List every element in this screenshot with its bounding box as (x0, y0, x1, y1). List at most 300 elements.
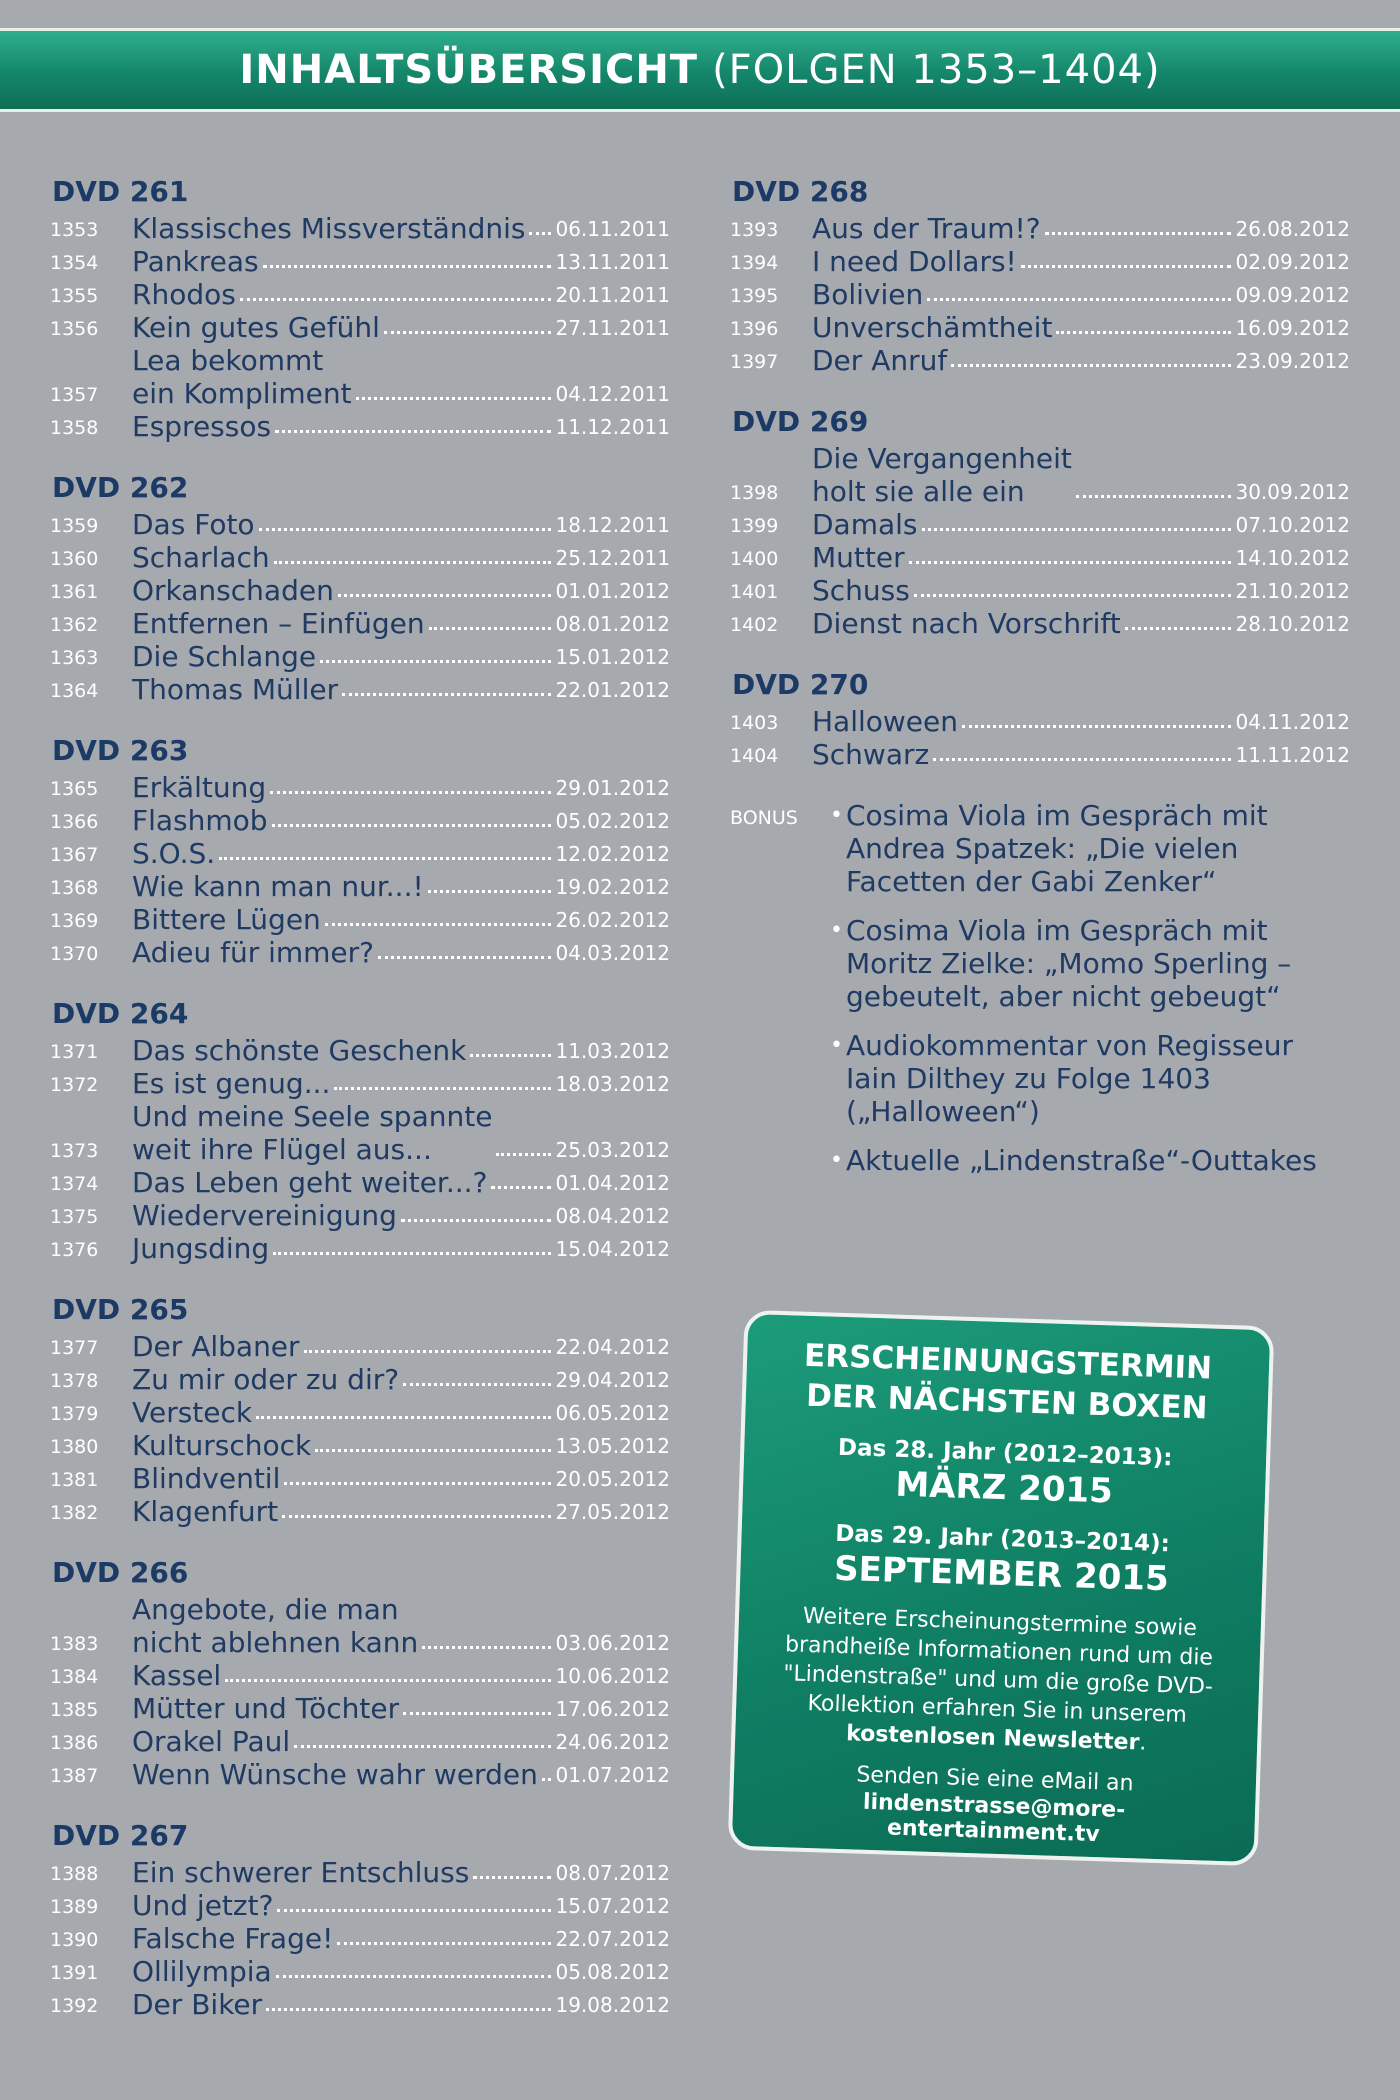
episode-title-wrap (812, 311, 1235, 344)
episode-number: 1360 (50, 548, 99, 570)
episode-title-wrap (812, 212, 1235, 245)
box-heading: ERSCHEINUNGSTERMIN DER NÄCHSTEN BOXEN (803, 1337, 1213, 1427)
episode-title-wrap (132, 936, 555, 969)
episode-title: I need Dollars! (812, 245, 1017, 278)
episode-row (50, 1166, 670, 1199)
bonus-item (830, 914, 1350, 1013)
episode-date: 01.04.2012 (555, 1171, 670, 1195)
episode-number: 1376 (50, 1239, 99, 1261)
episode-row (50, 1988, 670, 2021)
dvd-group (730, 175, 1350, 377)
episode-date: 17.06.2012 (555, 1697, 670, 1721)
episode-title: Scharlach (132, 541, 270, 574)
episode-date: 11.11.2012 (1235, 743, 1350, 767)
episode-date: 08.04.2012 (555, 1204, 670, 1228)
episode-title-wrap (812, 344, 1235, 377)
dot-leader (922, 528, 1232, 531)
episode-row (50, 771, 670, 804)
bonus-text: Audiokommentar von Regisseur Iain Dilthey zu Folge 1403 („Halloween“) (846, 1029, 1293, 1128)
dot-leader (1045, 232, 1232, 235)
episode-date: 19.02.2012 (555, 875, 670, 899)
episode-title-wrap (812, 738, 1235, 771)
episode-number: 1396 (730, 318, 779, 340)
bonus-label: BONUS (730, 807, 798, 829)
dot-leader (356, 397, 552, 400)
episode-date: 22.01.2012 (555, 678, 670, 702)
episode-row (730, 541, 1350, 574)
episode-title-wrap (132, 1725, 555, 1758)
episode-date: 06.05.2012 (555, 1401, 670, 1425)
year28-date: MÄRZ 2015 (894, 1464, 1114, 1512)
episode-number: 1393 (730, 219, 779, 241)
bonus-text: Cosima Viola im Gespräch mit Moritz Zielke: „Momo Sperling – gebeutelt, aber nicht gebeugt“ (846, 914, 1292, 1013)
episode-title-wrap (132, 344, 555, 410)
episode-row (730, 344, 1350, 377)
episode-number: 1384 (50, 1666, 99, 1688)
episode-title: Adieu für immer? (132, 936, 375, 969)
episode-date: 29.01.2012 (555, 776, 670, 800)
dot-leader (473, 1876, 551, 1879)
episode-date: 18.03.2012 (555, 1072, 670, 1096)
header-subtitle: (FOLGEN 1353–1404) (712, 47, 1161, 93)
episode-title: Schwarz (812, 738, 930, 771)
episode-row (50, 1889, 670, 1922)
episode-number: 1401 (730, 581, 779, 603)
episode-title-wrap (132, 1034, 555, 1067)
episode-title: Mütter und Töchter (132, 1692, 400, 1725)
episode-row (50, 1462, 670, 1495)
episode-title-wrap (132, 607, 555, 640)
episode-row (50, 344, 670, 410)
episode-date: 15.01.2012 (555, 645, 670, 669)
bonus-item (830, 799, 1350, 898)
episode-date: 13.11.2011 (555, 250, 670, 274)
episode-row (50, 1100, 670, 1166)
episode-title: Zu mir oder zu dir? (132, 1363, 400, 1396)
episode-date: 23.09.2012 (1235, 349, 1350, 373)
bonus-section (730, 799, 1350, 1193)
episode-row (50, 311, 670, 344)
episode-title-wrap (132, 673, 555, 706)
episode-title: Jungsding (132, 1232, 270, 1265)
episode-number: 1357 (50, 384, 99, 406)
dot-leader (542, 1778, 552, 1781)
dvd-group (50, 734, 670, 969)
episode-date: 26.02.2012 (555, 908, 670, 932)
episode-number: 1398 (730, 482, 779, 504)
episode-row (50, 1067, 670, 1100)
episode-title: Orkanschaden (132, 574, 334, 607)
dot-leader (275, 430, 551, 433)
episode-row (50, 1659, 670, 1692)
episode-number: 1361 (50, 581, 99, 603)
dot-leader (1021, 265, 1232, 268)
episode-row (50, 1758, 670, 1791)
episode-title-wrap (132, 870, 555, 903)
episode-title-wrap (132, 311, 555, 344)
episode-number: 1356 (50, 318, 99, 340)
episode-date: 27.11.2011 (555, 316, 670, 340)
episode-row (730, 278, 1350, 311)
newsletter-text (761, 1601, 1235, 1761)
dvd-group (50, 471, 670, 706)
dot-leader (334, 1087, 551, 1090)
episode-number: 1353 (50, 219, 99, 241)
left-column (50, 175, 670, 2049)
episode-title: Orakel Paul (132, 1725, 291, 1758)
episode-title-wrap (132, 804, 555, 837)
episode-date: 26.08.2012 (1235, 217, 1350, 241)
episode-date: 15.04.2012 (555, 1237, 670, 1261)
episode-title-wrap (132, 245, 555, 278)
episode-title: Der Anruf (812, 344, 948, 377)
dot-leader (342, 693, 551, 696)
episode-number: 1367 (50, 844, 99, 866)
episode-title-wrap (132, 1462, 555, 1495)
episode-row (730, 607, 1350, 640)
episode-number: 1371 (50, 1041, 99, 1063)
episode-number: 1368 (50, 877, 99, 899)
episode-number: 1399 (730, 515, 779, 537)
episode-row (730, 574, 1350, 607)
episode-date: 22.07.2012 (555, 1927, 670, 1951)
episode-title-wrap (132, 1988, 555, 2021)
episode-row (50, 1922, 670, 1955)
dot-leader (496, 1153, 551, 1156)
episode-row (730, 705, 1350, 738)
episode-number: 1365 (50, 778, 99, 800)
episode-number: 1379 (50, 1403, 99, 1425)
dot-leader (378, 956, 551, 959)
episode-number: 1374 (50, 1173, 99, 1195)
episode-date: 05.02.2012 (555, 809, 670, 833)
episode-number: 1377 (50, 1337, 99, 1359)
bonus-list (830, 799, 1350, 1193)
episode-title: Wiedervereinigung (132, 1199, 397, 1232)
episode-title-wrap (132, 574, 555, 607)
episode-number: 1389 (50, 1896, 99, 1918)
episode-row (50, 508, 670, 541)
episode-date: 24.06.2012 (555, 1730, 670, 1754)
episode-title: Blindventil (132, 1462, 281, 1495)
episode-row (50, 870, 670, 903)
episode-row (50, 1034, 670, 1067)
episode-date: 08.01.2012 (555, 612, 670, 636)
episode-title: Thomas Müller (132, 673, 339, 706)
dvd-heading: DVD 266 (52, 1556, 189, 1589)
episode-title: Die Vergangenheit holt sie alle ein (812, 442, 1072, 508)
dot-leader (270, 791, 551, 794)
episode-row (50, 640, 670, 673)
dot-leader (256, 1416, 551, 1419)
episode-title-wrap (132, 541, 555, 574)
episode-number: 1364 (50, 680, 99, 702)
dot-leader (273, 1252, 551, 1255)
episode-number: 1369 (50, 910, 99, 932)
episode-date: 06.11.2011 (555, 217, 670, 241)
episode-number: 1385 (50, 1699, 99, 1721)
episode-number: 1403 (730, 712, 779, 734)
episode-title-wrap (132, 1593, 555, 1659)
dot-leader (403, 1712, 551, 1715)
episode-number: 1358 (50, 417, 99, 439)
episode-row (50, 837, 670, 870)
episode-title: Klassisches Missverständnis (132, 212, 526, 245)
dot-leader (337, 1942, 551, 1945)
episode-title-wrap (132, 212, 555, 245)
episode-title: Und meine Seele spannte weit ihre Flügel aus... (132, 1100, 493, 1166)
episode-date: 04.12.2011 (555, 382, 670, 406)
dot-leader (277, 1909, 551, 1912)
dot-leader (259, 528, 552, 531)
episode-row (50, 1429, 670, 1462)
episode-title: Der Biker (132, 1988, 263, 2021)
episode-date: 01.07.2012 (555, 1763, 670, 1787)
dot-leader (529, 232, 551, 235)
episode-number: 1404 (730, 745, 779, 767)
episode-title-wrap (132, 1067, 555, 1100)
episode-title-wrap (812, 705, 1235, 738)
dot-leader (282, 1515, 551, 1518)
episode-row (50, 936, 670, 969)
dot-leader (491, 1186, 551, 1189)
episode-title-wrap (132, 837, 555, 870)
episode-date: 04.11.2012 (1235, 710, 1350, 734)
episode-title-wrap (132, 508, 555, 541)
episode-title-wrap (812, 508, 1235, 541)
dot-leader (422, 1646, 551, 1649)
dot-leader (240, 298, 552, 301)
episode-number: 1395 (730, 285, 779, 307)
episode-number: 1362 (50, 614, 99, 636)
episode-row (50, 1856, 670, 1889)
episode-title-wrap (132, 1659, 555, 1692)
dvd-heading: DVD 263 (52, 734, 189, 767)
episode-date: 05.08.2012 (555, 1960, 670, 1984)
episode-title-wrap (132, 1758, 555, 1791)
bonus-item (830, 1144, 1350, 1177)
dvd-group (50, 997, 670, 1265)
email-address[interactable]: lindenstrasse@more-entertainment.tv (862, 1789, 1126, 1848)
episode-row (50, 574, 670, 607)
episode-row (50, 607, 670, 640)
episode-number: 1366 (50, 811, 99, 833)
dvd-heading: DVD 261 (52, 175, 189, 208)
dot-leader (272, 824, 552, 827)
episode-title-wrap (812, 278, 1235, 311)
header-title: INHALTSÜBERSICHT (239, 47, 699, 93)
episode-title-wrap (132, 1495, 555, 1528)
episode-row (50, 1955, 670, 1988)
episode-row (50, 410, 670, 443)
episode-date: 20.05.2012 (555, 1467, 670, 1491)
episode-title-wrap (812, 541, 1235, 574)
episode-row (730, 311, 1350, 344)
episode-date: 08.07.2012 (555, 1861, 670, 1885)
bonus-item (830, 1029, 1350, 1128)
send-line: Senden Sie eine eMail an (856, 1762, 1134, 1797)
episode-date: 10.06.2012 (555, 1664, 670, 1688)
episode-title-wrap (812, 607, 1235, 640)
episode-number: 1354 (50, 252, 99, 274)
episode-number: 1392 (50, 1995, 99, 2017)
episode-number: 1386 (50, 1732, 99, 1754)
dot-leader (962, 725, 1231, 728)
episode-number: 1397 (730, 351, 779, 373)
dot-leader (933, 758, 1231, 761)
episode-title-wrap (132, 1199, 555, 1232)
episode-date: 25.12.2011 (555, 546, 670, 570)
dot-leader (325, 923, 552, 926)
dot-leader (1056, 331, 1231, 334)
year29-date: SEPTEMBER 2015 (833, 1548, 1170, 1600)
episode-date: 09.09.2012 (1235, 283, 1350, 307)
episode-number: 1380 (50, 1436, 99, 1458)
right-column (730, 175, 1350, 1193)
year28-label: Das 28. Jahr (2012–2013): (837, 1434, 1173, 1472)
episode-date: 15.07.2012 (555, 1894, 670, 1918)
newsletter-text-main: Weitere Erscheinungstermine sowie brandheiße Informationen rund um die "Lindenstraße" und um die große DVD-Kollektion erfahren Sie in unserem (782, 1603, 1214, 1728)
episode-title: Klagenfurt (132, 1495, 279, 1528)
episode-number: 1359 (50, 515, 99, 537)
dvd-group (730, 668, 1350, 771)
dot-leader (914, 594, 1232, 597)
episode-title: S.O.S. (132, 837, 216, 870)
episode-date: 27.05.2012 (555, 1500, 670, 1524)
dot-leader (401, 1219, 552, 1222)
episode-title-wrap (132, 1166, 555, 1199)
episode-title-wrap (132, 1100, 555, 1166)
episode-date: 03.06.2012 (555, 1631, 670, 1655)
dot-leader (403, 1383, 551, 1386)
episode-number: 1382 (50, 1502, 99, 1524)
dvd-group (50, 175, 670, 443)
dot-leader (338, 594, 552, 597)
episode-row (50, 1692, 670, 1725)
dvd-heading: DVD 269 (732, 405, 869, 438)
episode-row (50, 1199, 670, 1232)
episode-title: Wie kann man nur...! (132, 870, 424, 903)
episode-title: Bittere Lügen (132, 903, 321, 936)
dvd-group (50, 1293, 670, 1528)
dvd-heading: DVD 270 (732, 668, 869, 701)
right-groups (730, 175, 1350, 771)
episode-title: Ollilympia (132, 1955, 272, 1988)
episode-number: 1373 (50, 1140, 99, 1162)
dvd-group (50, 1556, 670, 1791)
dot-leader (276, 1975, 552, 1978)
bonus-text: Cosima Viola im Gespräch mit Andrea Spatzek: „Die vielen Facetten der Gabi Zenker“ (846, 799, 1268, 898)
episode-number: 1363 (50, 647, 99, 669)
episode-date: 01.01.2012 (555, 579, 670, 603)
episode-date: 25.03.2012 (555, 1138, 670, 1162)
episode-title: Rhodos (132, 278, 236, 311)
episode-number: 1383 (50, 1633, 99, 1655)
newsletter-highlight: kostenlosen Newsletter (845, 1721, 1140, 1756)
episode-title-wrap (132, 640, 555, 673)
bullet-icon: • (830, 1033, 843, 1058)
dot-leader (1076, 495, 1232, 498)
episode-row (50, 1232, 670, 1265)
episode-title: Flashmob (132, 804, 268, 837)
episode-date: 30.09.2012 (1235, 480, 1350, 504)
dot-leader (384, 331, 552, 334)
dvd-heading: DVD 265 (52, 1293, 189, 1326)
episode-date: 04.03.2012 (555, 941, 670, 965)
episode-date: 22.04.2012 (555, 1335, 670, 1359)
episode-title-wrap (132, 278, 555, 311)
episode-number: 1390 (50, 1929, 99, 1951)
episode-title: Versteck (132, 1396, 253, 1429)
episode-title: Die Schlange (132, 640, 317, 673)
episode-row (730, 738, 1350, 771)
episode-date: 13.05.2012 (555, 1434, 670, 1458)
episode-title-wrap (132, 1232, 555, 1265)
episode-title: Kein gutes Gefühl (132, 311, 380, 344)
episode-title: Lea bekommt ein Kompliment (132, 344, 352, 410)
episode-date: 02.09.2012 (1235, 250, 1350, 274)
dot-leader (927, 298, 1231, 301)
dot-leader (429, 627, 552, 630)
episode-title: Damals (812, 508, 918, 541)
episode-title: Dienst nach Vorschrift (812, 607, 1121, 640)
episode-title: Und jetzt? (132, 1889, 274, 1922)
episode-row (730, 245, 1350, 278)
episode-title-wrap (132, 1955, 555, 1988)
episode-row (50, 804, 670, 837)
episode-row (50, 1330, 670, 1363)
bonus-text: Aktuelle „Lindenstraße“-Outtakes (846, 1144, 1317, 1177)
dot-leader (428, 890, 552, 893)
episode-title: Halloween (812, 705, 959, 738)
page-header (0, 28, 1400, 112)
episode-title-wrap (812, 442, 1235, 508)
dot-leader (304, 1350, 552, 1353)
episode-title-wrap (132, 410, 555, 443)
episode-row (50, 673, 670, 706)
episode-title-wrap (132, 1396, 555, 1429)
dot-leader (315, 1449, 551, 1452)
episode-title-wrap (812, 574, 1235, 607)
episode-title: Kassel (132, 1659, 222, 1692)
episode-title: Das Leben geht weiter...? (132, 1166, 488, 1199)
episode-title: Mutter (812, 541, 905, 574)
episode-title: Es ist genug... (132, 1067, 331, 1100)
dot-leader (320, 660, 551, 663)
episode-row (50, 1593, 670, 1659)
dot-leader (225, 1679, 551, 1682)
episode-number: 1372 (50, 1074, 99, 1096)
episode-title-wrap (132, 1429, 555, 1462)
episode-title: Der Albaner (132, 1330, 300, 1363)
episode-date: 20.11.2011 (555, 283, 670, 307)
dvd-group (50, 1819, 670, 2021)
episode-title: Schuss (812, 574, 910, 607)
episode-row (730, 508, 1350, 541)
episode-row (730, 442, 1350, 508)
episode-number: 1370 (50, 943, 99, 965)
episode-title: Das Foto (132, 508, 255, 541)
dvd-group (730, 405, 1350, 640)
episode-title: Espressos (132, 410, 272, 443)
episode-title-wrap (132, 1363, 555, 1396)
dvd-heading: DVD 268 (732, 175, 869, 208)
episode-date: 21.10.2012 (1235, 579, 1350, 603)
dot-leader (294, 1745, 551, 1748)
episode-row (50, 1363, 670, 1396)
episode-number: 1400 (730, 548, 779, 570)
episode-title-wrap (132, 1889, 555, 1922)
